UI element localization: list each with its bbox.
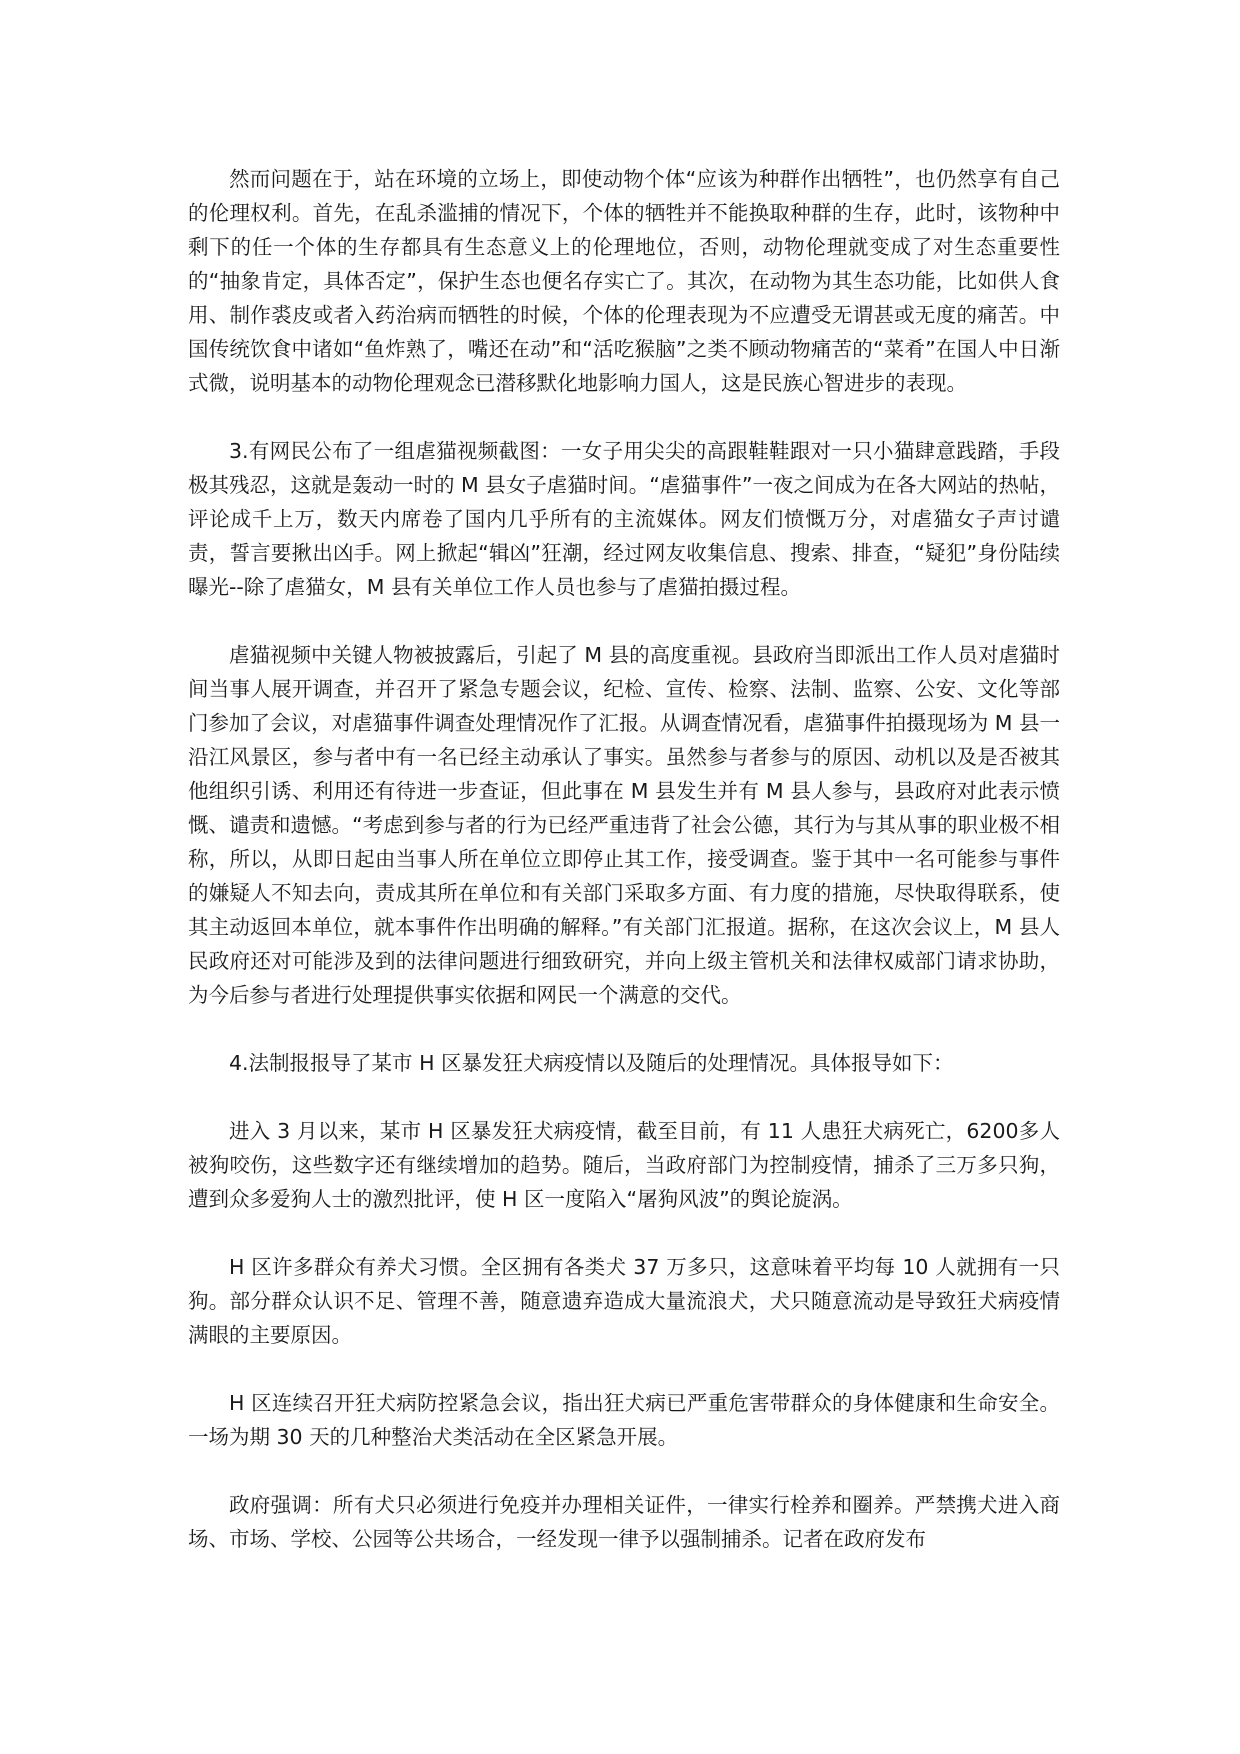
paragraph-animal-ethics: 然而问题在于，站在环境的立场上，即使动物个体“应该为种群作出牺牲”，也仍然享有自己的伦理权利。首先，在乱杀滥捕的情况下，个体的牺牲并不能换取种群的生存，此时，该物种中剩下的任一个体的生存都具有生态意义上的伦理地位，否则，动物伦理就变成了对生态重要性的“抽象肯定，具体否定”，保护生态也便名存实亡了。其次，在动物为其生态功能，比如供人食用、制作裘皮或者入药治病而牺牲的时候，个体的伦理表现为不应遭受无谓甚或无度的痛苦。中国传统饮食中诸如“鱼炸熟了，嘴还在动”和“活吃猴脑”之类不顾动物痛苦的“菜肴”在国人中日渐式微，说明基本的动物伦理观念已潜移默化地影响力国人，这是民族心智进步的表现。 <box>188 167 1060 395</box>
paragraph-government-rules: 政府强调：所有犬只必须进行免疫并办理相关证件，一律实行栓养和圈养。严禁携犬进入商场、市场、学校、公园等公共场合，一经发现一律予以强制捕杀。记者在政府发布 <box>188 1493 1060 1551</box>
paragraph-cat-abuse-video: 3.有网民公布了一组虐猫视频截图：一女子用尖尖的高跟鞋鞋跟对一只小猫肆意践踏，手段极其残忍，这就是轰动一时的 M 县女子虐猫时间。“虐猫事件”一夜之间成为在各大网站的热帖，评论成千上万，数天内席卷了国内几乎所有的主流媒体。网友们愤慨万分，对虐猫女子声讨谴责，誓言要揪出凶手。网上掀起“辑凶”狂潮，经过网友收集信息、搜索、排查，“疑犯”身份陆续曝光--除了虐猫女，M 县有关单位工作人员也参与了虐猫拍摄过程。 <box>188 439 1060 599</box>
paragraph-rabies-outbreak: 进入 3 月以来，某市 H 区暴发狂犬病疫情，截至目前，有 11 人患狂犬病死亡，6200多人被狗咬伤，这些数字还有继续增加的趋势。随后，当政府部门为控制疫情，捕杀了三万多只狗，遭到众多爱狗人士的激烈批评，使 H 区一度陷入“屠狗风波”的舆论旋涡。 <box>188 1119 1060 1211</box>
paragraph-rabies-report-intro: 4.法制报报导了某市 H 区暴发狂犬病疫情以及随后的处理情况。具体报导如下： <box>229 1051 954 1075</box>
document-body <box>188 162 1060 1556</box>
paragraph-emergency-meeting: H 区连续召开狂犬病防控紧急会议，指出狂犬病已严重危害带群众的身体健康和生命安全。一场为期 30 天的几种整治犬类活动在全区紧急开展。 <box>188 1391 1060 1449</box>
paragraph-dog-ownership: H 区许多群众有养犬习惯。全区拥有各类犬 37 万多只，这意味着平均每 10 人就拥有一只狗。部分群众认识不足、管理不善，随意遗弃造成大量流浪犬，犬只随意流动是导致狂犬病疫情满眼的主要原因。 <box>188 1255 1060 1347</box>
paragraph-county-response: 虐猫视频中关键人物被披露后，引起了 M 县的高度重视。县政府当即派出工作人员对虐猫时间当事人展开调查，并召开了紧急专题会议，纪检、宣传、检察、法制、监察、公安、文化等部门参加了会议，对虐猫事件调查处理情况作了汇报。从调查情况看，虐猫事件拍摄现场为 M 县一沿江风景区，参与者中有一名已经主动承认了事实。虽然参与者参与的原因、动机以及是否被其他组织引诱、利用还有待进一步查证，但此事在 M 县发生并有 M 县人参与，县政府对此表示愤慨、谴责和遗憾。“考虑到参与者的行为已经严重违背了社会公德，其行为与其从事的职业极不相称，所以，从即日起由当事人所在单位立即停止其工作，接受调查。鉴于其中一名可能参与事件的嫌疑人不知去向，责成其所在单位和有关部门采取多方面、有力度的措施，尽快取得联系，使其主动返回本单位，就本事件作出明确的解释。”有关部门汇报道。据称，在这次会议上，M 县人民政府还对可能涉及到的法律问题进行细致研究，并向上级主管机关和法律权威部门请求协助，为今后参与者进行处理提供事实依据和网民一个满意的交代。 <box>188 643 1060 1007</box>
